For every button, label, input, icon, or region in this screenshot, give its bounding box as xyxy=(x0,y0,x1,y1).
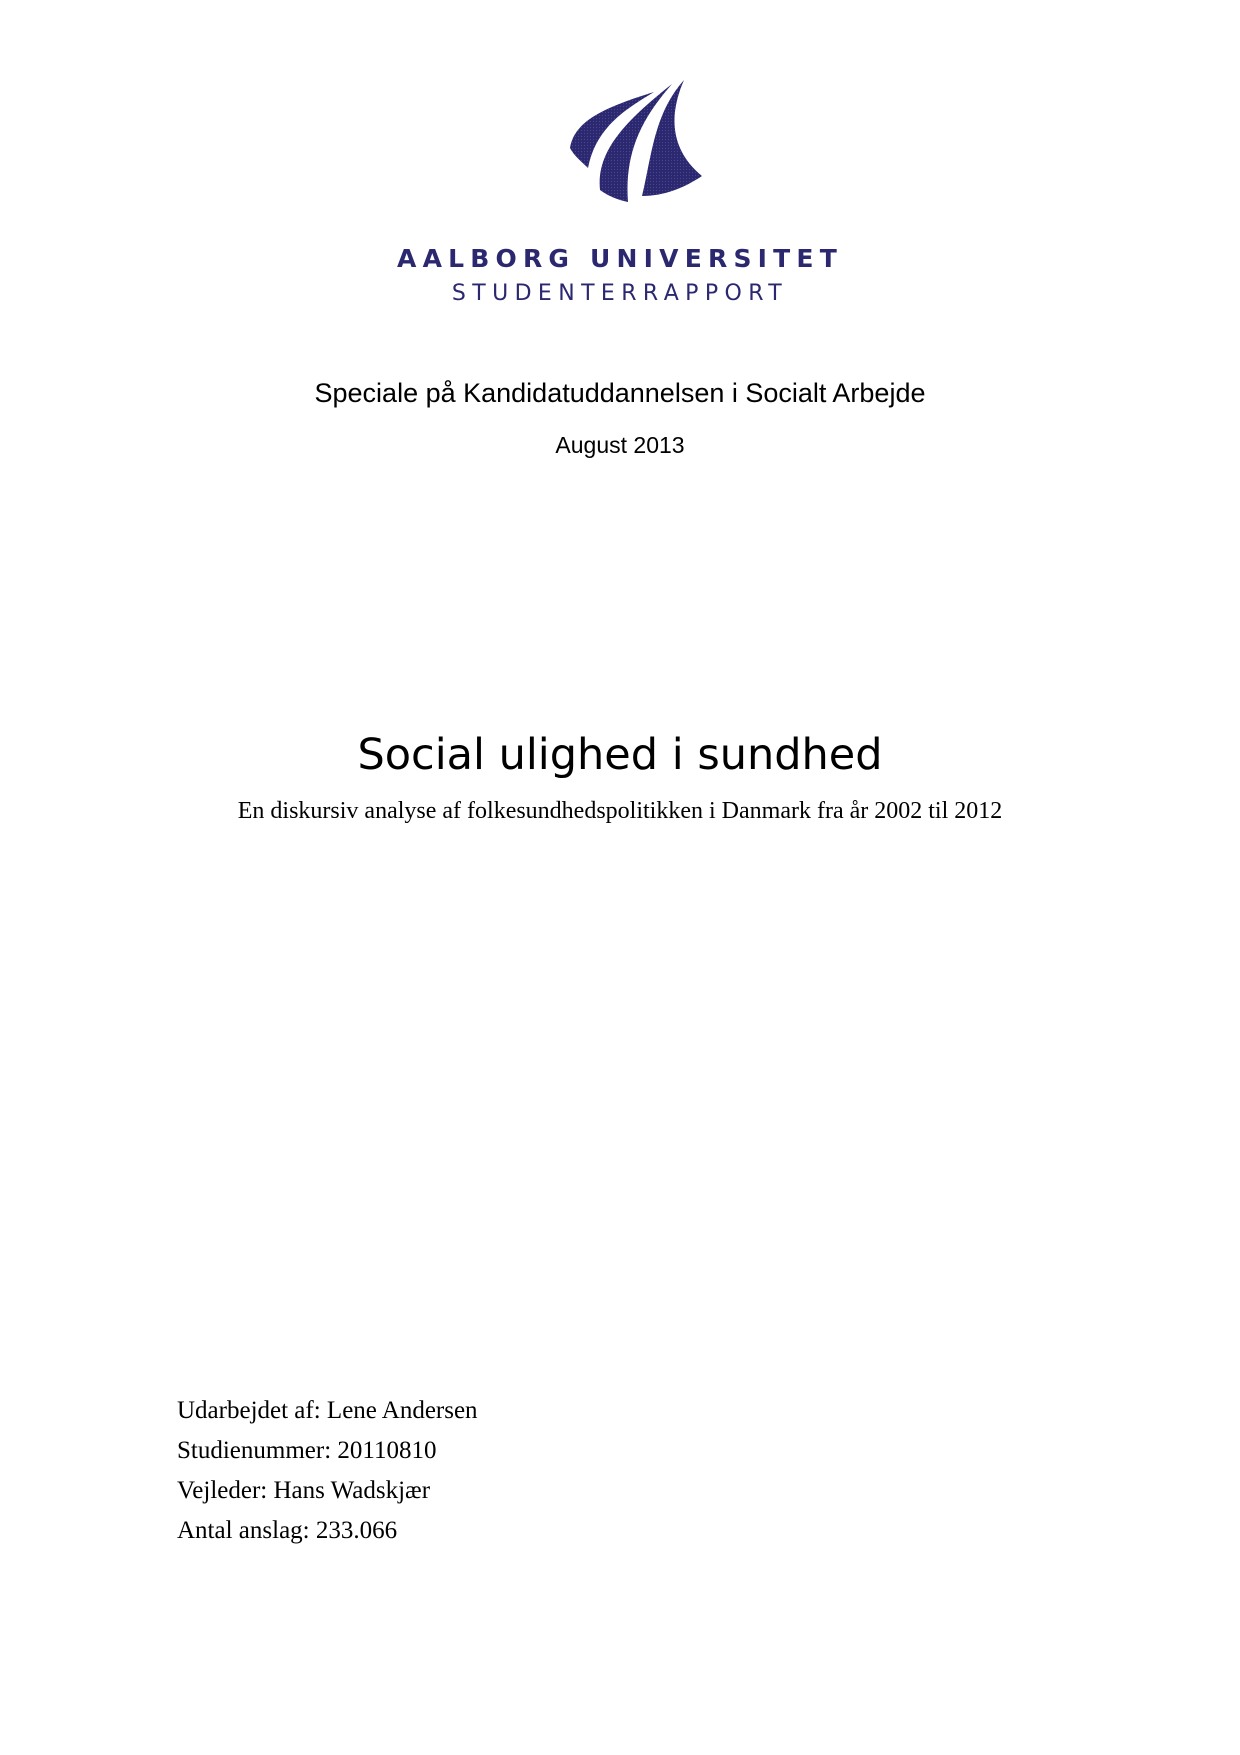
student-number-line: Studienummer: 20110810 xyxy=(177,1437,437,1464)
supervisor-line: Vejleder: Hans Wadskjær xyxy=(177,1477,431,1504)
report-date: August 2013 xyxy=(555,432,685,458)
report-type-label: STUDENTERRAPPORT xyxy=(451,281,789,306)
thesis-title: Social ulighed i sundhed xyxy=(357,730,883,780)
thesis-subtitle: En diskursiv analyse af folkesundhedspolitikken i Danmark fra år 2002 til 2012 xyxy=(237,798,1003,824)
program-heading: Speciale på Kandidatuddannelsen i Socialt Arbejde xyxy=(314,378,926,408)
author-details xyxy=(177,1396,478,1556)
university-logo-icon xyxy=(568,78,708,204)
character-count-line: Antal anslag: 233.066 xyxy=(177,1517,398,1544)
author-line: Udarbejdet af: Lene Andersen xyxy=(177,1397,478,1424)
university-name: AALBORG UNIVERSITET xyxy=(397,244,843,273)
